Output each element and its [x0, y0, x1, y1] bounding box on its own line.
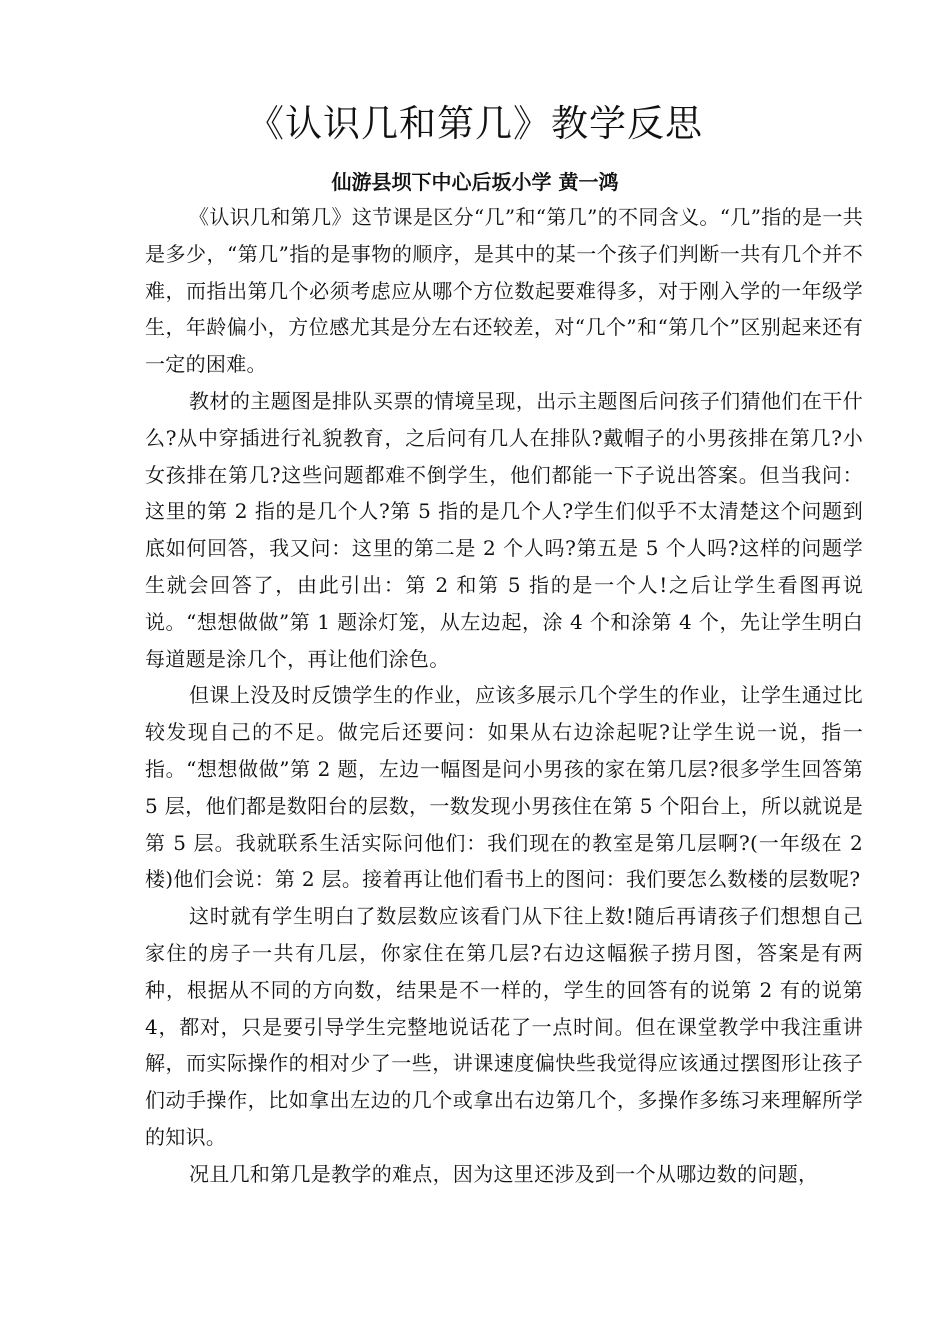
document-title: 《认识几和第几》教学反思	[247, 102, 703, 145]
paragraph-5: 况且几和第几是教学的难点，因为这里还涉及到一个从哪边数的问题，	[189, 1161, 819, 1186]
paragraph-4: 这时就有学生明白了数层数应该看门从下往上数!随后再请孩子们想想自己家住的房子一共有几层，你家住在第几层?右边这幅猴子捞月图，答案是有两种，根据从不同的方向数，结果是不一样的，学生的回答有的说第 2 有的说第 4，都对，只是要引导学生完整地说话花了一点时间。但在课堂教学中我注重讲解，而实际操作的相对少了一些，讲课速度偏快些我觉得应该通过摆图形让孩子们动手操作，比如拿出左边的几个或拿出右边第几个，多操作多练习来理解所学的知识。	[145, 904, 863, 1149]
paragraph-1: 《认识几和第几》这节课是区分“几”和“第几”的不同含义。“几”指的是一共是多少，“第几”指的是事物的顺序，是其中的某一个孩子们判断一共有几个并不难，而指出第几个必须考虑应从哪个方位数起要难得多，对于刚入学的一年级学生，年龄偏小，方位感尤其是分左右还较差，对“几个”和“第几个”区别起来还有一定的困难。	[145, 205, 863, 377]
paragraph-2: 教材的主题图是排队买票的情境呈现，出示主题图后问孩子们猜他们在干什么?从中穿插进行礼貌教育，之后问有几人在排队?戴帽子的小男孩排在第几?小女孩排在第几?这些问题都难不倒学生，他们都能一下子说出答案。但当我问：这里的第 2 指的是几个人?第 5 指的是几个人?学生们似乎不太清楚这个问题到底如何回答，我又问：这里的第二是 2 个人吗?第五是 5 个人吗?这样的问题学生就会回答了，由此引出：第 2 和第 5 指的是一个人!之后让学生看图再说说。“想想做做”第 1 题涂灯笼，从左边起，涂 4 个和涂第 4 个，先让学生明白每道题是涂几个，再让他们涂色。	[145, 388, 863, 671]
paragraph-3: 但课上没及时反馈学生的作业，应该多展示几个学生的作业，让学生通过比较发现自己的不足。做完后还要问：如果从右边涂起呢?让学生说一说，指一指。“想想做做”第 2 题，左边一幅图是问小男孩的家在第几层?很多学生回答第 5 层，他们都是数阳台的层数，一数发现小男孩住在第 5 个阳台上，所以就说是第 5 层。我就联系生活实际问他们：我们现在的教室是第几层啊?(一年级在 2 楼)他们会说：第 2 层。接着再让他们看书上的图问：我们要怎么数楼的层数呢?	[145, 683, 863, 892]
document-body	[145, 199, 863, 1193]
author-byline: 仙游县坝下中心后坂小学 黄一鸿	[331, 170, 619, 194]
